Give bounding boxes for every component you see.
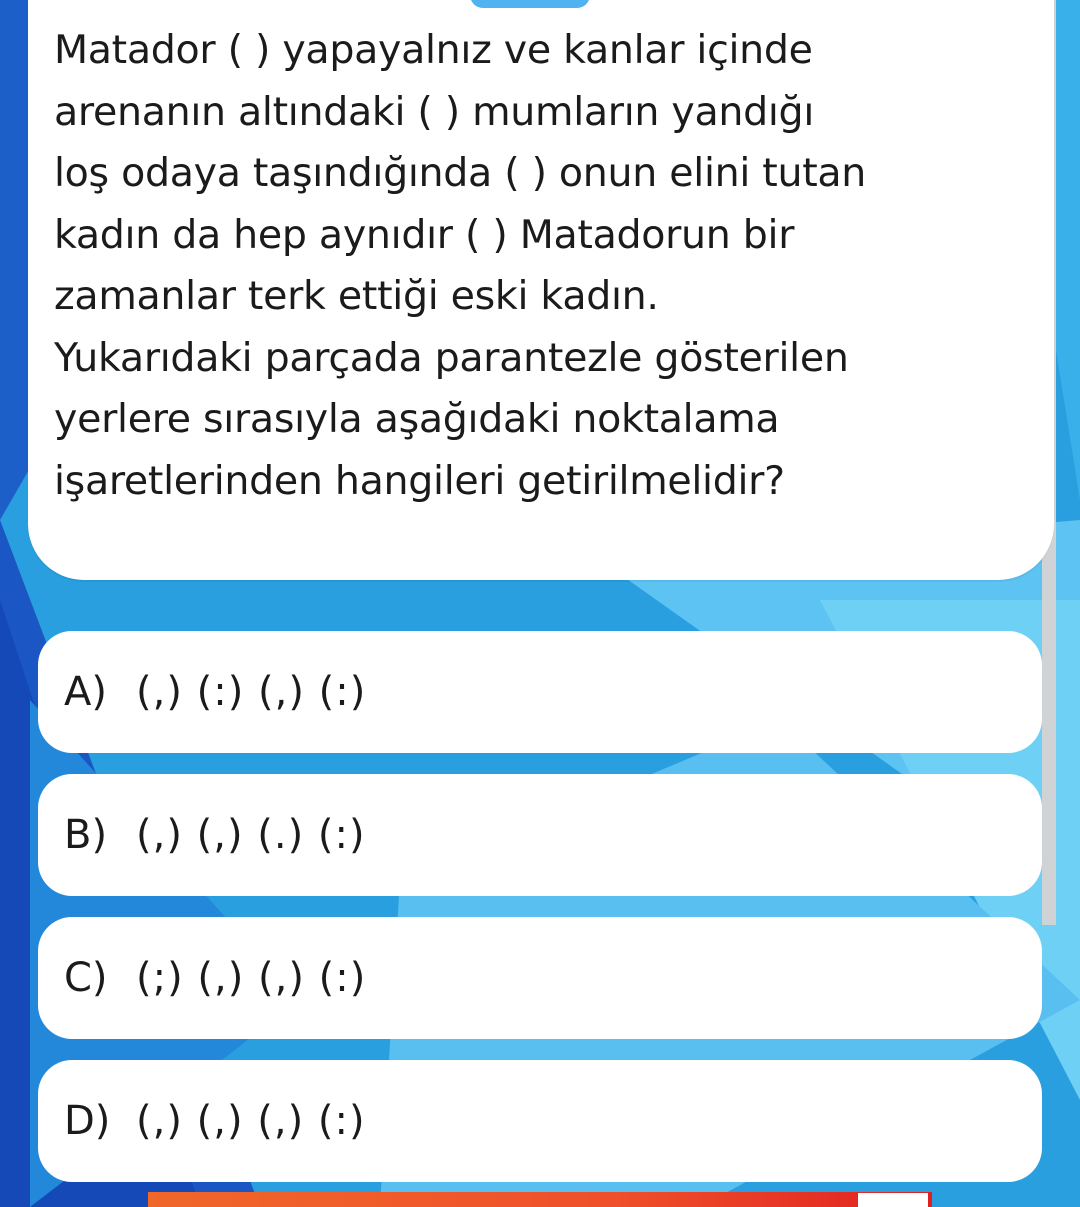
top-indicator — [470, 0, 590, 8]
option-letter: C) — [64, 955, 108, 1001]
question-line: arenanın altındaki ( ) mumların yandığı — [54, 88, 814, 135]
ad-banner-bar[interactable] — [148, 1192, 932, 1207]
question-line: işaretlerinden hangileri getirilmelidir? — [54, 457, 785, 504]
option-c-button[interactable] — [38, 917, 1042, 1039]
question-line: kadın da hep aynıdır ( ) Matadorun bir — [54, 211, 795, 258]
ad-info-icon[interactable] — [858, 1193, 928, 1207]
option-text: (;) (,) (,) (:) — [136, 955, 367, 1001]
question-line: Yukarıdaki parçada parantezle gösterilen — [54, 334, 849, 381]
option-text: (,) (,) (.) (:) — [136, 812, 366, 858]
option-b-button[interactable] — [38, 774, 1042, 896]
question-line: zamanlar terk ettiği eski kadın. — [54, 273, 659, 319]
option-letter: D) — [64, 1098, 111, 1144]
option-text: (,) (,) (,) (:) — [136, 1098, 366, 1144]
option-letter: B) — [64, 812, 108, 858]
option-text: (,) (:) (,) (:) — [136, 669, 367, 715]
question-line: yerlere sırasıyla aşağıdaki noktalama — [54, 396, 780, 442]
option-letter: A) — [64, 669, 107, 715]
option-d-button[interactable] — [38, 1060, 1042, 1182]
question-line: loş odaya taşındığında ( ) onun elini tutan — [54, 150, 867, 196]
question-line: Matador ( ) yapayalnız ve kanlar içinde — [54, 27, 813, 73]
question-text — [54, 20, 1044, 512]
option-a-button[interactable] — [38, 631, 1042, 753]
